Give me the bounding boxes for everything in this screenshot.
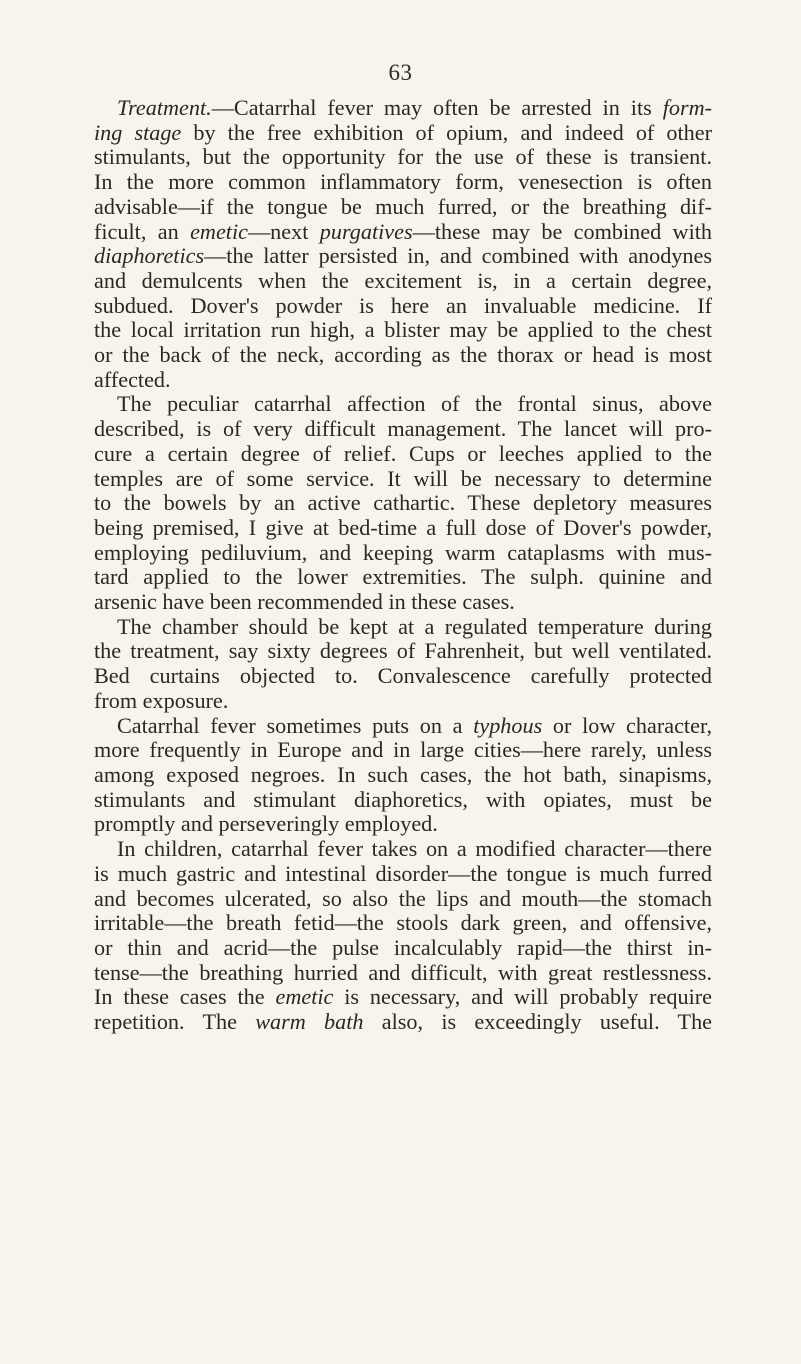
italic-text: Treatment.	[117, 95, 212, 120]
italic-text: diaphoretics	[94, 243, 205, 269]
text-run: —Catarrhal fever may often be arrested in its	[211, 95, 663, 120]
text-line	[94, 170, 712, 195]
text-run: among exposed negroes. In such cases, the hot bath, sinapisms,	[94, 761, 712, 787]
page-number: 63	[388, 60, 413, 85]
text-run: The chamber should be kept at a regulated temperature during	[117, 613, 712, 639]
text-line	[94, 837, 712, 862]
text-line	[94, 763, 712, 788]
text-run: tard applied to the lower extremities. The sulph. quinine and	[94, 564, 712, 590]
text-run: —next	[247, 218, 320, 244]
text-run: repetition. The	[94, 1009, 256, 1035]
text-run: or the back of the neck, according as the thorax or head is most	[94, 342, 712, 368]
text-line	[94, 936, 712, 961]
text-run: Bed curtains objected to. Convalescence carefully protected	[94, 663, 712, 689]
text-line	[94, 343, 712, 368]
text-line	[94, 911, 712, 936]
text-run: temples are of some service. It will be necessary to determine	[94, 465, 712, 491]
text-run: stimulants, but the opportunity for the use of these is transient.	[94, 144, 712, 170]
text-line	[94, 1010, 712, 1035]
text-line	[94, 689, 712, 714]
text-run: arsenic have been recommended in these cases.	[94, 589, 515, 615]
text-line	[94, 318, 712, 343]
text-run: also, is exceedingly useful. The	[363, 1009, 713, 1035]
text-line	[94, 294, 712, 319]
text-run: Catarrhal fever sometimes puts on a	[117, 712, 474, 738]
text-line	[94, 491, 712, 516]
text-line	[94, 985, 712, 1010]
text-run: by the free exhibition of opium, and indeed of other	[181, 119, 712, 145]
italic-text: ing stage	[94, 119, 182, 145]
body-text	[94, 96, 712, 1035]
italic-text: emetic	[190, 218, 248, 244]
italic-text: warm bath	[255, 1009, 364, 1035]
text-line	[94, 565, 712, 590]
text-run: cure a certain degree of relief. Cups or leeches applied to the	[94, 440, 712, 466]
text-run: more frequently in Europe and in large cities—here rarely, unless	[94, 737, 712, 763]
text-line	[94, 269, 712, 294]
text-line	[94, 590, 712, 615]
text-run: ficult, an	[94, 218, 191, 244]
text-run: In the more common inflammatory form, venesection is often	[94, 169, 712, 195]
text-run: and becomes ulcerated, so also the lips and mouth—the stomach	[94, 885, 712, 911]
text-run: irritable—the breath fetid—the stools dark green, and offensive,	[94, 910, 712, 936]
text-line	[94, 121, 712, 146]
text-line	[94, 639, 712, 664]
text-run: subdued. Dover's powder is here an invaluable medicine. If	[94, 292, 712, 318]
text-run: and demulcents when the excitement is, in a certain degree,	[94, 267, 712, 293]
text-line	[94, 664, 712, 689]
text-line	[94, 738, 712, 763]
text-run: is necessary, and will probably require	[333, 984, 712, 1010]
text-run: employing pediluvium, and keeping warm cataplasms with mus-	[94, 539, 712, 565]
text-run: promptly and perseveringly employed.	[94, 811, 438, 837]
text-line	[94, 516, 712, 541]
text-run: the local irritation run high, a blister may be applied to the chest	[94, 317, 712, 343]
text-line	[94, 392, 712, 417]
text-line	[94, 195, 712, 220]
text-run: being premised, I give at bed-time a full dose of Dover's powder,	[94, 514, 712, 540]
text-run: is much gastric and intestinal disorder—the tongue is much furred	[94, 860, 712, 886]
text-line	[94, 417, 712, 442]
text-line	[94, 220, 712, 245]
text-run: —these may be combined with	[412, 218, 713, 244]
text-line	[94, 96, 712, 121]
text-run: or low character,	[542, 712, 712, 738]
text-line	[94, 714, 712, 739]
text-run: In children, catarrhal fever takes on a modified character—there	[117, 836, 712, 862]
italic-text: emetic	[275, 984, 334, 1010]
text-line	[94, 812, 712, 837]
text-run: advisable—if the tongue be much furred, or the breathing dif-	[94, 193, 712, 219]
text-line	[94, 788, 712, 813]
text-line	[94, 145, 712, 170]
text-line	[94, 862, 712, 887]
text-run: from exposure.	[94, 687, 229, 713]
text-run: affected.	[94, 366, 171, 392]
text-run: tense—the breathing hurried and difficult, with great restlessness.	[94, 959, 712, 985]
italic-text: purgatives	[319, 218, 413, 244]
text-run: or thin and acrid—the pulse incalculably rapid—the thirst in-	[94, 934, 712, 960]
text-run: the treatment, say sixty degrees of Fahrenheit, but well ventilated.	[94, 638, 712, 664]
text-run: to the bowels by an active cathartic. These depletory measures	[94, 490, 712, 516]
text-run: —the latter persisted in, and combined with anodynes	[204, 243, 712, 269]
text-line	[94, 541, 712, 566]
text-line	[94, 887, 712, 912]
text-run: In these cases the	[94, 984, 276, 1010]
text-line	[94, 244, 712, 269]
text-line	[94, 442, 712, 467]
text-line	[94, 615, 712, 640]
italic-text: typhous	[473, 712, 543, 738]
text-line	[94, 368, 712, 393]
text-run: The peculiar catarrhal affection of the frontal sinus, above	[117, 391, 712, 417]
italic-text: form-	[662, 95, 712, 120]
text-line	[94, 467, 712, 492]
text-run: described, is of very difficult management. The lancet will pro-	[94, 416, 712, 442]
text-run: stimulants and stimulant diaphoretics, with opiates, must be	[94, 786, 712, 812]
text-line	[94, 961, 712, 986]
